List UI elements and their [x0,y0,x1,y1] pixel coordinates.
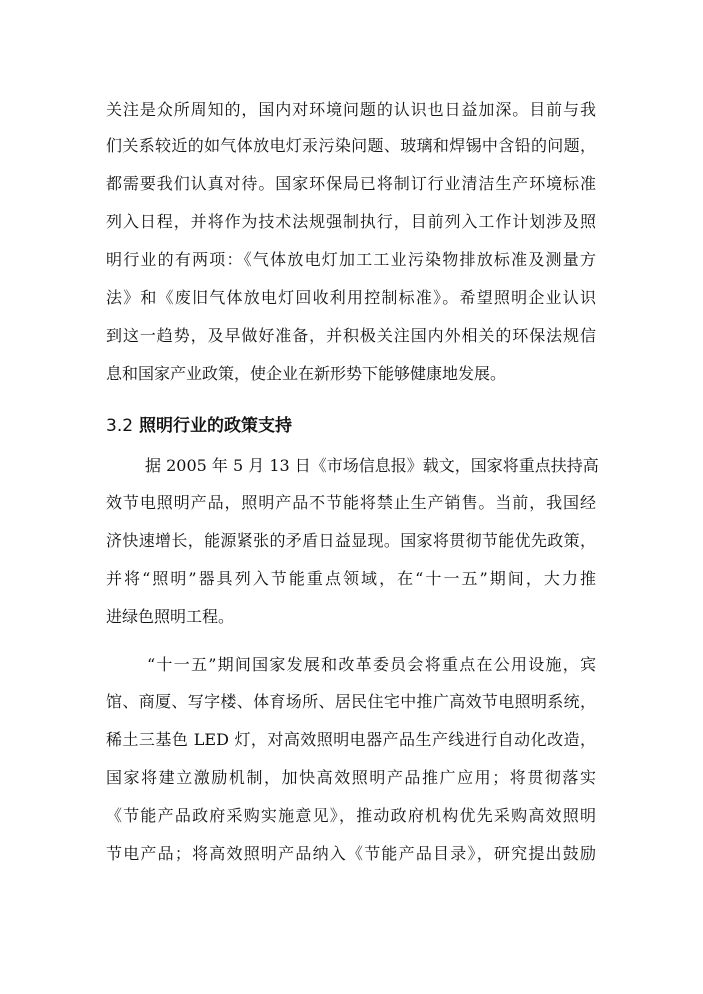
paragraph-line: 列入日程，并将作为技术法规强制执行，目前列入工作计划涉及照 [106,212,596,231]
paragraph-line: 济快速增长，能源紧张的矛盾日益显现。国家将贯彻节能优先政策， [106,531,596,550]
paragraph-line: 进绿色照明工程。 [106,607,235,626]
paragraph-line: 息和国家产业政策，使企业在新形势下能够健康地发展。 [106,364,507,383]
paragraph-line: 关注是众所周知的，国内对环境问题的认识也日益加深。目前与我 [106,100,596,119]
section-title: 照明行业的政策支持 [138,416,292,436]
paragraph-line: 法》和《废旧气体放电灯回收利用控制标准》。希望照明企业认识 [106,288,596,307]
paragraph-line: 据 2005 年 5 月 13 日《市场信息报》载文，国家将重点扶持高 [145,456,599,475]
paragraph-line: 稀土三基色 LED 灯，对高效照明电器产品生产线进行自动化改造， [106,730,596,749]
paragraph-line: 们关系较近的如气体放电灯汞污染问题、玻璃和焊锡中含铅的问题， [106,136,596,155]
section-number: 3.2 [106,416,134,436]
paragraph-line: 效节电照明产品，照明产品不节能将禁止生产销售。当前，我国经 [106,493,596,512]
section-heading [106,415,292,437]
paragraph-line: 都需要我们认真对待。国家环保局已将制订行业清洁生产环境标准 [106,174,596,193]
paragraph-line: 明行业的有两项：《气体放电灯加工工业污染物排放标准及测量方 [106,250,596,269]
paragraph-line: 国家将建立激励机制，加快高效照明产品推广应用；将贯彻落实 [106,768,596,787]
paragraph-line: 《节能产品政府采购实施意见》，推动政府机构优先采购高效照明 [106,806,596,825]
paragraph-line: 节电产品；将高效照明产品纳入《节能产品目录》，研究提出鼓励 [106,844,596,863]
paragraph-line: “十一五”期间国家发展和改革委员会将重点在公用设施，宾 [147,655,596,674]
paragraph-line: 到这一趋势，及早做好准备，并积极关注国内外相关的环保法规信 [106,326,596,345]
paragraph-line: 并将“照明”器具列入节能重点领域，在“十一五”期间，大力推 [106,569,596,588]
paragraph-line: 馆、商厦、写字楼、体育场所、居民住宅中推广高效节电照明系统， [106,692,596,711]
